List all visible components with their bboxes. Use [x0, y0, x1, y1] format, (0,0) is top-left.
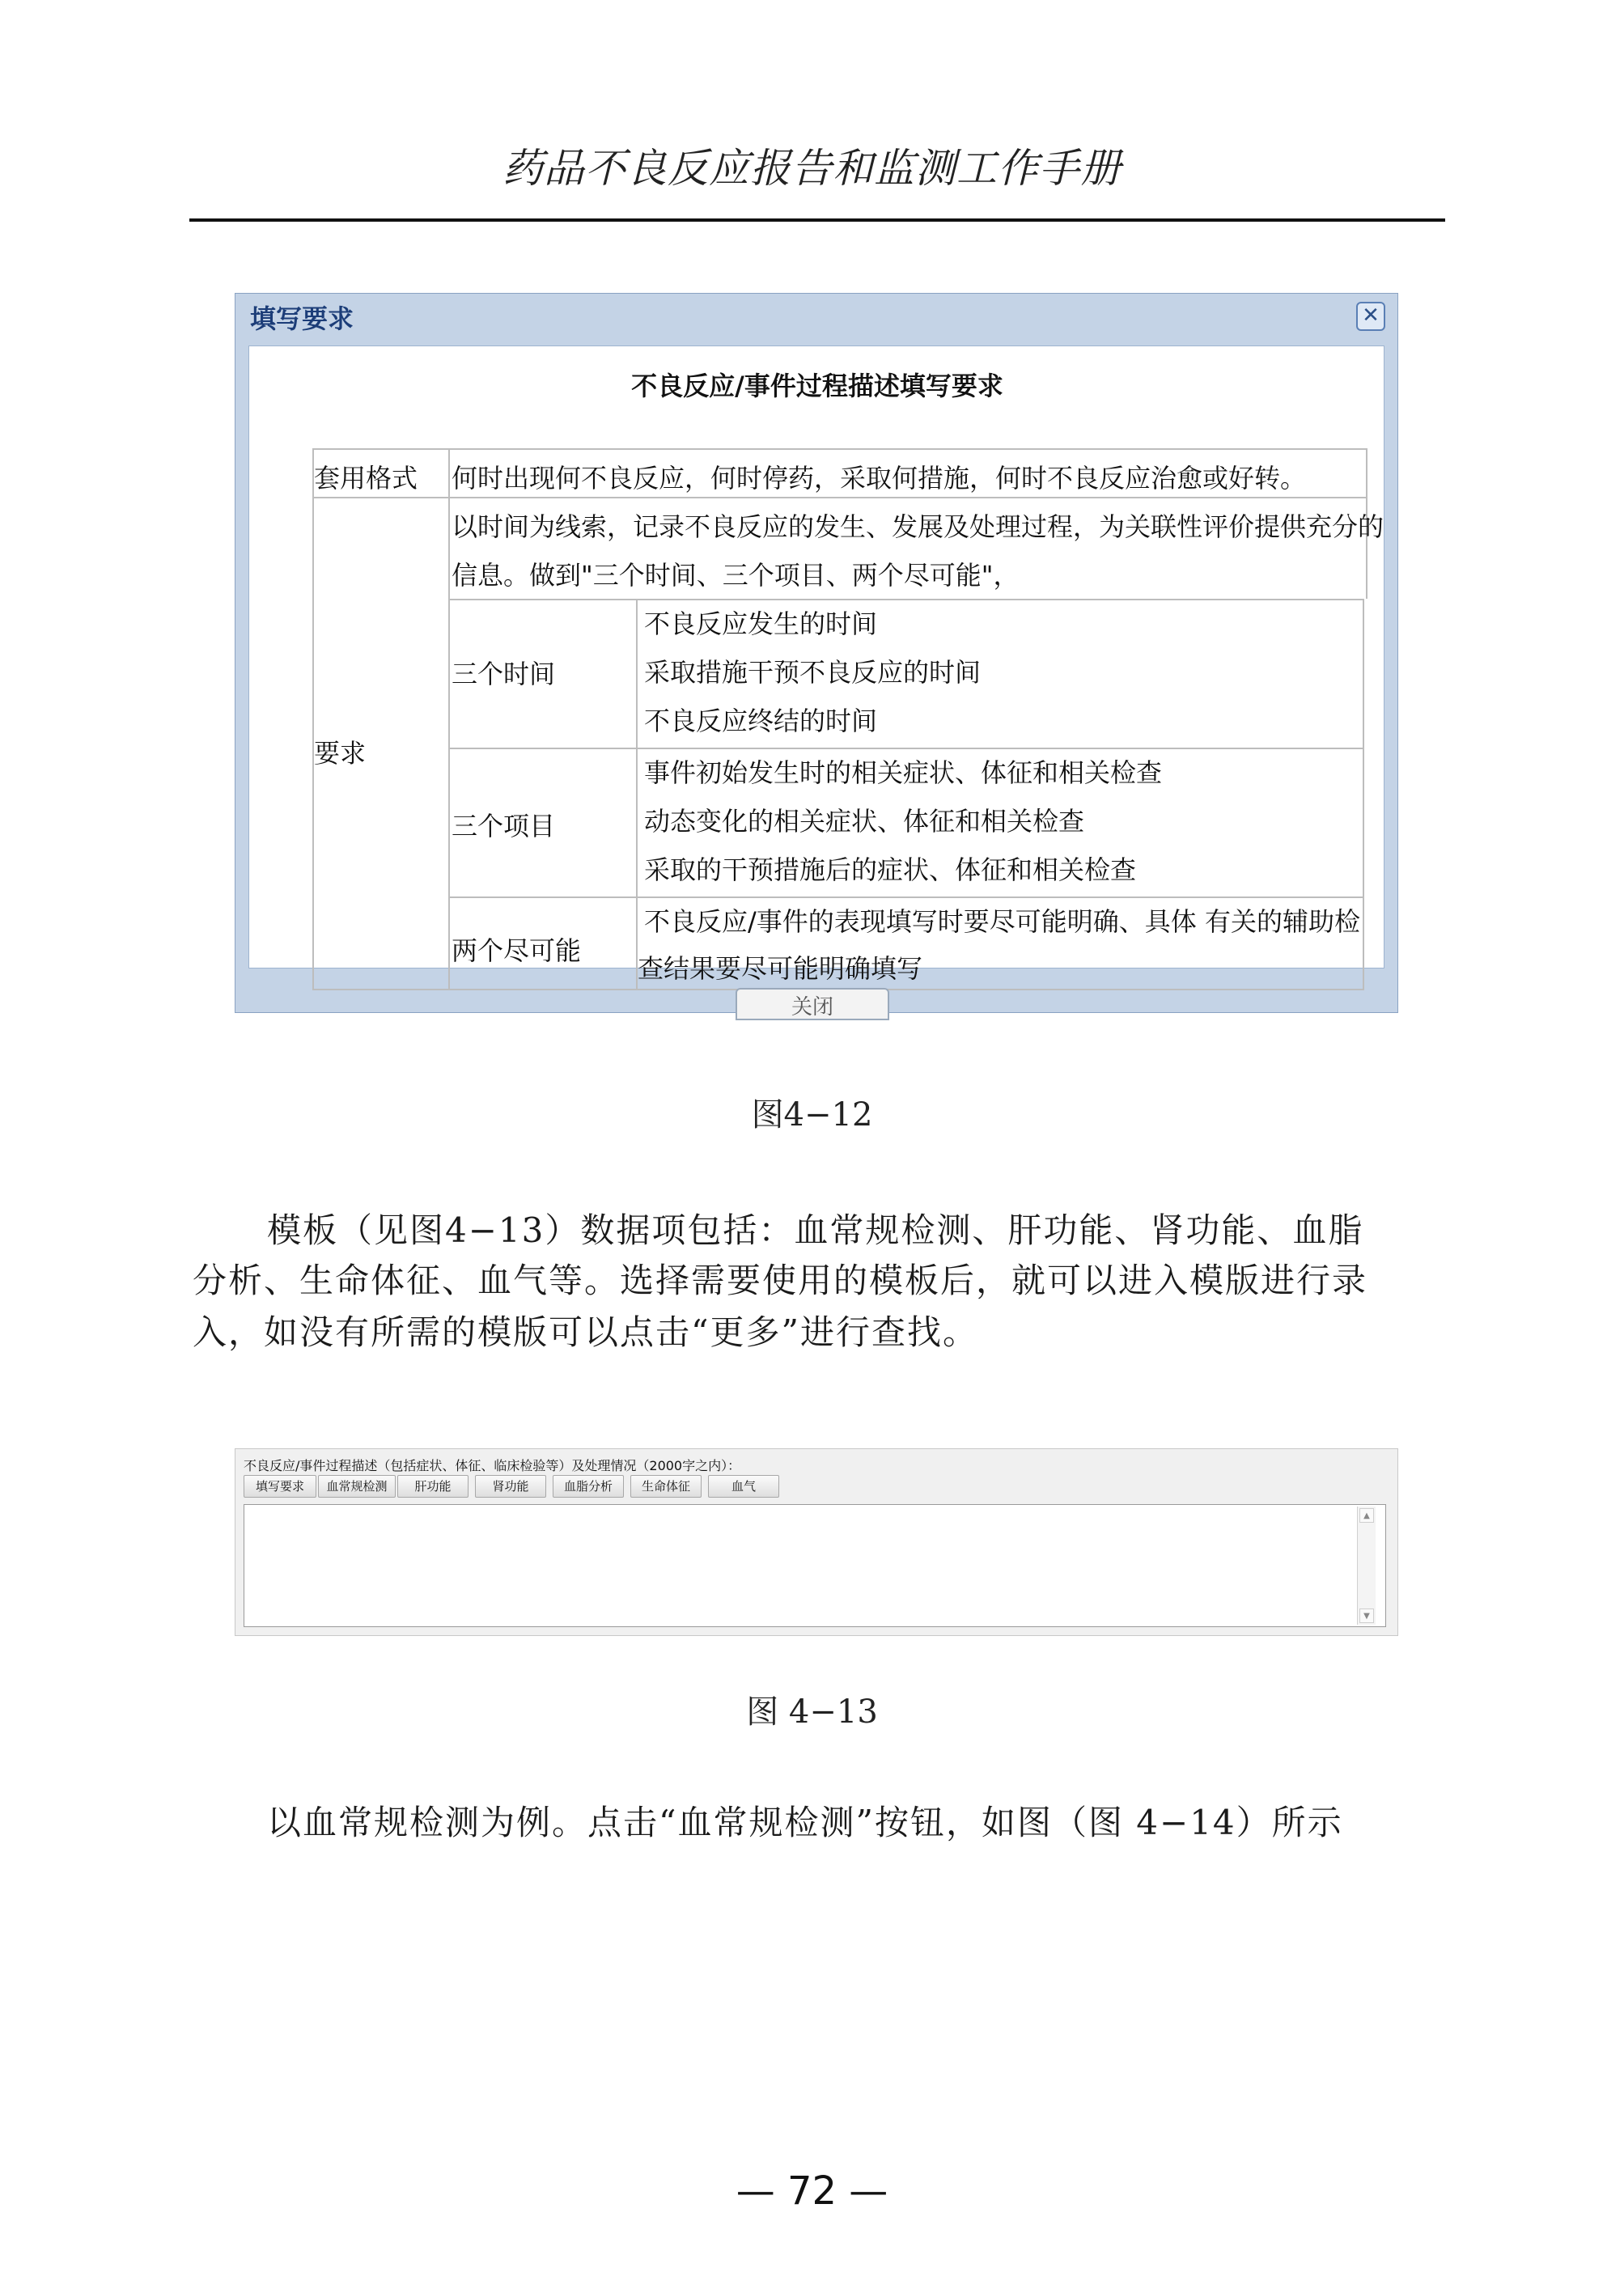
two-possible-items-cell — [636, 896, 1364, 990]
scroll-down-icon[interactable]: ▼ — [1359, 1608, 1374, 1623]
page-number: — 72 — — [736, 2168, 888, 2214]
paragraph-line: 入，如没有所需的模版可以点击“更多”进行查找。 — [193, 1312, 978, 1352]
figure-caption: 图 4−13 — [746, 1693, 878, 1731]
three-times-label: 三个时间 — [452, 659, 556, 689]
figure-caption: 图4−12 — [751, 1096, 873, 1134]
blood-gas-button[interactable]: 血气 — [708, 1475, 779, 1498]
requirement-label-cell — [312, 497, 450, 990]
template-form — [235, 1448, 1398, 1636]
close-button[interactable]: 关闭 — [736, 988, 889, 1020]
two-possible-label: 两个尽可能 — [452, 935, 582, 966]
requirement-intro-cell — [448, 497, 1384, 599]
three-times-item: 采取措施干预不良反应的时间 — [644, 657, 982, 688]
liver-function-button[interactable]: 肝功能 — [397, 1475, 469, 1498]
description-textarea[interactable] — [244, 1504, 1386, 1627]
format-text-cell — [448, 448, 1367, 498]
three-times-item: 不良反应发生的时间 — [644, 608, 878, 639]
two-possible-label-cell — [448, 896, 638, 990]
requirement-label: 要求 — [314, 738, 367, 769]
three-items-item: 动态变化的相关症状、体征和相关检查 — [644, 806, 1085, 837]
header-rule — [189, 218, 1445, 222]
blood-routine-button[interactable]: 血常规检测 — [318, 1475, 396, 1498]
vital-signs-button[interactable]: 生命体征 — [630, 1475, 702, 1498]
three-times-items-cell — [636, 599, 1364, 749]
three-items-item: 采取的干预措施后的症状、体征和相关检查 — [644, 854, 1137, 885]
fill-requirements-button[interactable]: 填写要求 — [244, 1475, 316, 1498]
three-items-label: 三个项目 — [452, 811, 556, 841]
three-times-item: 不良反应终结的时间 — [644, 706, 878, 736]
paragraph-line: 模板（见图4−13）数据项包括：血常规检测、肝功能、肾功能、血脂 — [267, 1210, 1364, 1250]
paragraph-line: 分析、生命体征、血气等。选择需要使用的模板后，就可以进入模版进行录 — [193, 1261, 1368, 1300]
format-text: 何时出现何不良反应，何时停药，采取何措施，何时不良反应治愈或好转。 — [452, 463, 1307, 494]
two-possible-item: 不良反应/事件的表现填写时要尽可能明确、具体 有关的辅助检 — [644, 906, 1360, 937]
paragraph-line: 以血常规检测为例。点击“血常规检测”按钮，如图（图 4−14）所示 — [267, 1803, 1343, 1842]
kidney-function-button[interactable]: 肾功能 — [475, 1475, 546, 1498]
intro-line-2: 信息。做到"三个时间、三个项目、两个尽可能"， — [452, 560, 1020, 591]
dialog-title: 填写要求 — [250, 303, 354, 334]
three-items-label-cell — [448, 748, 638, 898]
scroll-up-icon[interactable]: ▲ — [1359, 1508, 1374, 1523]
textarea-scrollbar[interactable] — [1357, 1507, 1376, 1625]
running-head-title: 药品不良反应报告和监测工作手册 — [502, 145, 1122, 192]
dialog-body — [248, 345, 1384, 984]
two-possible-item: 查结果要尽可能明确填写 — [638, 953, 923, 984]
close-icon[interactable]: ✕ — [1356, 302, 1385, 331]
intro-line-1: 以时间为线索，记录不良反应的发生、发展及处理过程，为关联性评价提供充分的 — [452, 511, 1384, 542]
three-times-label-cell — [448, 599, 638, 749]
requirements-dialog — [235, 293, 1398, 1019]
format-label-cell — [312, 448, 450, 498]
blood-lipid-button[interactable]: 血脂分析 — [553, 1475, 624, 1498]
three-items-items-cell — [636, 748, 1364, 898]
format-label: 套用格式 — [314, 463, 418, 494]
requirements-table-title: 不良反应/事件过程描述填写要求 — [631, 371, 1003, 401]
three-items-item: 事件初始发生时的相关症状、体征和相关检查 — [644, 757, 1163, 788]
form-label: 不良反应/事件过程描述（包括症状、体征、临床检验等）及处理情况（2000字之内）： — [244, 1458, 741, 1473]
